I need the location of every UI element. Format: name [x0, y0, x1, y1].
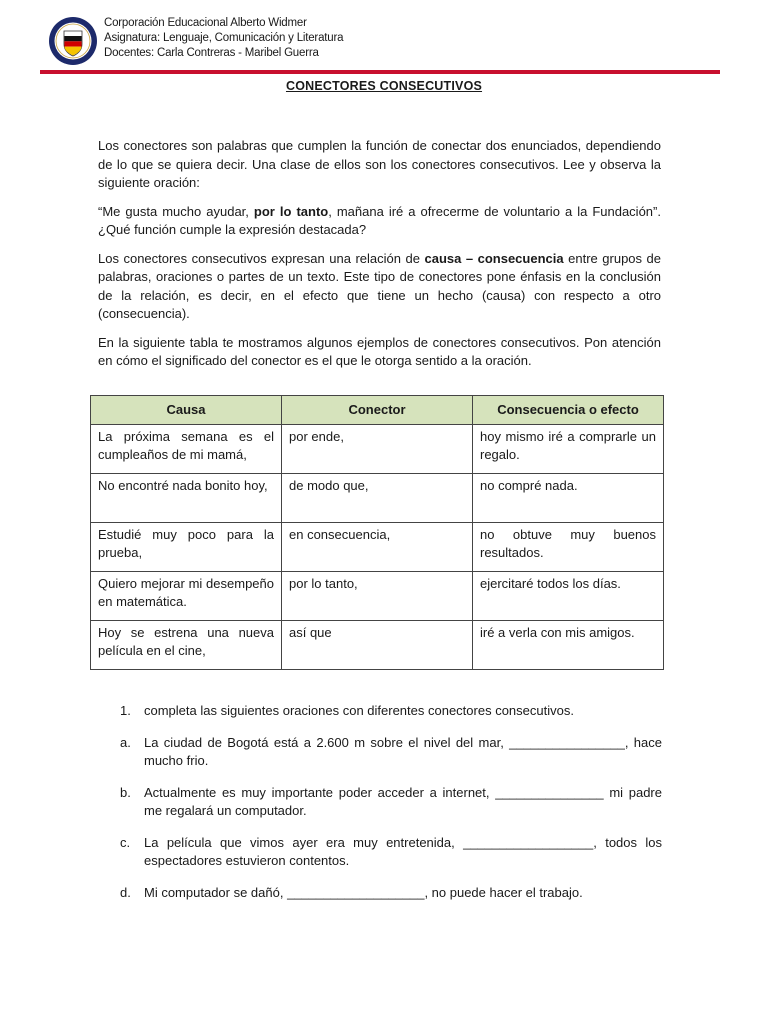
institution-name: Corporación Educacional Alberto Widmer — [104, 17, 307, 29]
consequence-cell: ejercitaré todos los días. — [473, 572, 664, 621]
document-header — [48, 14, 720, 74]
exercise-item — [120, 834, 662, 871]
connectors-table — [90, 395, 664, 670]
exercise-list — [120, 702, 662, 915]
cause-cell: Estudié muy poco para la prueba, — [91, 523, 282, 572]
cause-cell: No encontré nada bonito hoy, — [91, 474, 282, 523]
list-item-text: La ciudad de Bogotá está a 2.600 m sobre el nivel del mar, ________________, hace mucho frio. — [144, 734, 662, 768]
paragraph-table-intro: En la siguiente tabla te mostramos algunos ejemplos de conectores consecutivos. Pon atención en cómo el significado del conector es el que le otorga sentido a la oración. — [98, 334, 661, 368]
list-item-text: La película que vimos ayer era muy entretenida, __________________, todos los espectadores estuvieron contentos. — [144, 834, 662, 868]
list-item-text: Actualmente es muy importante poder acceder a internet, _______________ mi padre me regalará un computador. — [144, 784, 662, 818]
connector-cell: de modo que, — [282, 474, 473, 523]
cause-cell: Quiero mejorar mi desempeño en matemática. — [91, 572, 282, 621]
table-row — [91, 425, 664, 474]
exercise-instruction — [120, 702, 662, 721]
consequence-cell: no obtuve muy buenos resultados. — [473, 523, 664, 572]
connector-cell: así que — [282, 621, 473, 670]
column-header-connector: Conector — [282, 396, 473, 425]
connector-cell: por ende, — [282, 425, 473, 474]
table-row — [91, 621, 664, 670]
exercise-item — [120, 734, 662, 771]
consequence-cell: hoy mismo iré a comprarle un regalo. — [473, 425, 664, 474]
list-item-text: Mi computador se dañó, ___________________, no puede hacer el trabajo. — [144, 884, 583, 900]
page-title: CONECTORES CONSECUTIVOS — [285, 79, 483, 93]
school-crest-icon — [48, 14, 98, 68]
list-item-text: completa las siguientes oraciones con diferentes conectores consecutivos. — [144, 703, 574, 718]
table-row — [91, 523, 664, 572]
table-row — [91, 474, 664, 523]
cause-cell: La próxima semana es el cumpleaños de mi mamá, — [91, 425, 282, 474]
paragraph-definition: Los conectores consecutivos expresan una relación de causa – consecuencia entre grupos de palabras, oraciones o partes de un texto. Este tipo de conectores pone énfasis en la conclusión de la relación, es decir, en el efecto que tiene un hecho (causa) con respecto a otro (consecuencia). — [98, 250, 661, 321]
consequence-cell: no compré nada. — [473, 474, 664, 523]
subject-line: Asignatura: Lenguaje, Comunicación y Literatura — [104, 32, 344, 44]
list-marker: a. — [120, 734, 131, 750]
connector-cell: por lo tanto, — [282, 572, 473, 621]
consequence-cell: iré a verla con mis amigos. — [473, 621, 664, 670]
list-marker: b. — [120, 784, 131, 800]
highlighted-relation: causa – consecuencia — [424, 250, 564, 266]
teachers-line: Docentes: Carla Contreras - Maribel Guerra — [104, 47, 319, 59]
column-header-consequence: Consecuencia o efecto — [473, 396, 664, 425]
list-marker: c. — [120, 834, 131, 850]
table-row — [91, 572, 664, 621]
intro-text — [98, 137, 661, 381]
header-divider — [40, 70, 720, 74]
cause-cell: Hoy se estrena una nueva película en el cine, — [91, 621, 282, 670]
exercise-item — [120, 784, 662, 821]
paragraph-intro: Los conectores son palabras que cumplen la función de conectar dos enunciados, dependiendo de lo que se quiera decir. Una clase de ellos son los conectores consecutivos. Lee y observa la siguiente oración: — [98, 138, 661, 190]
list-marker: 1. — [120, 703, 131, 718]
connector-cell: en consecuencia, — [282, 523, 473, 572]
column-header-cause: Causa — [91, 396, 282, 425]
highlighted-connector: por lo tanto — [253, 203, 329, 219]
list-marker: d. — [120, 884, 131, 900]
table-header-row — [91, 396, 664, 425]
exercise-item — [120, 884, 662, 903]
paragraph-example: “Me gusta mucho ayudar, por lo tanto, mañana iré a ofrecerme de voluntario a la Fundación”. ¿Qué función cumple la expresión destacada? — [98, 203, 661, 237]
